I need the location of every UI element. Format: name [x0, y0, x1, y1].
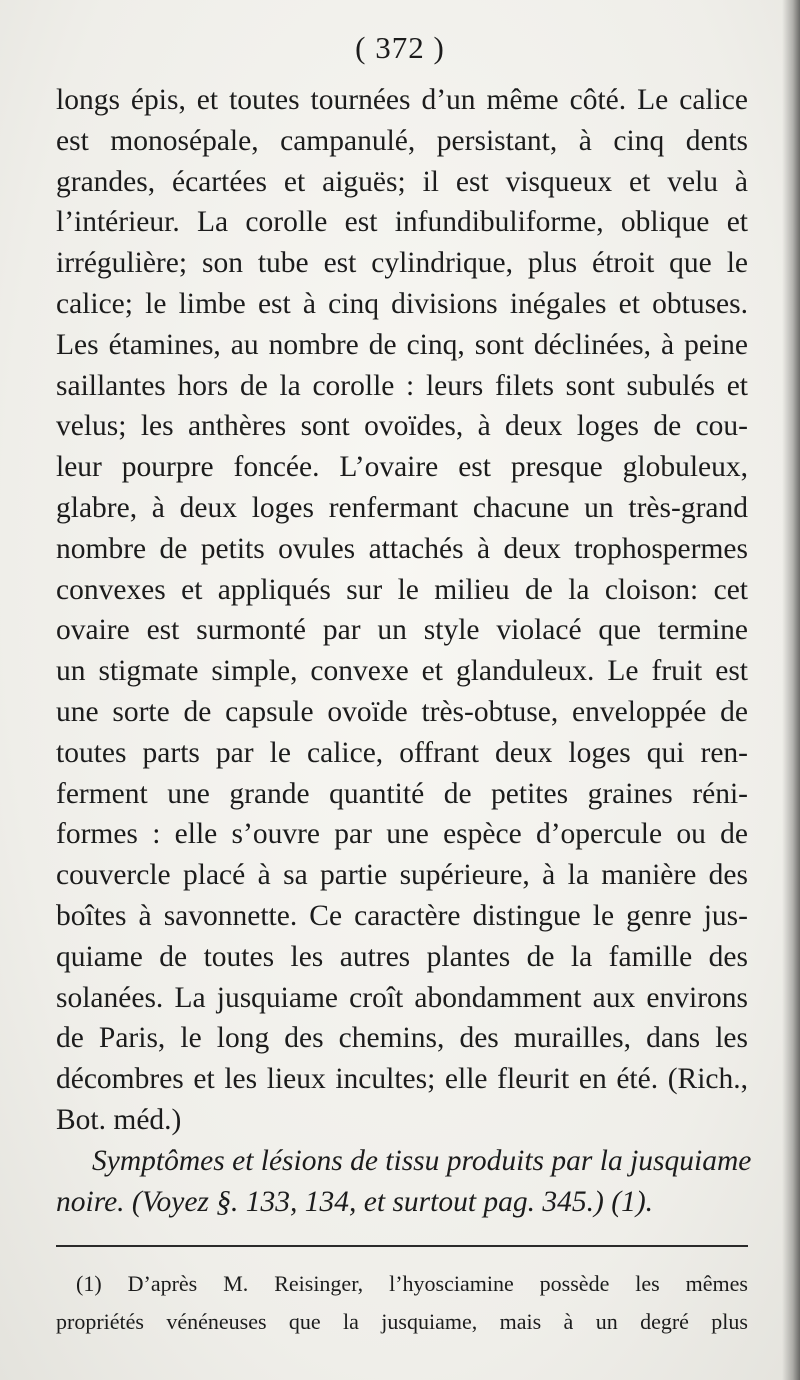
page-number: ( 372 ): [355, 30, 445, 65]
footnote-line: propriétés vénéneuses que la jusquiame, mais à un degré plus: [56, 1309, 748, 1334]
text-line: velus; les anthères sont ovoïdes, à deux loges de cou-: [56, 410, 748, 443]
text-line: toutes parts par le calice, offrant deux loges qui ren-: [56, 736, 748, 769]
text-line: une sorte de capsule ovoïde très-obtuse, enveloppée de: [56, 695, 748, 728]
section-heading-line: noire. (Voyez §. 133, 134, et surtout pag. 345.) (1).: [56, 1185, 654, 1218]
text-line: couvercle placé à sa partie supérieure, à la manière des: [56, 859, 748, 892]
text-line: irrégulière; son tube est cylindrique, plus étroit que le: [56, 247, 748, 280]
text-line: de Paris, le long des chemins, des murailles, dans les: [56, 1022, 748, 1055]
text-line: solanées. La jusquiame croît abondamment aux environs: [56, 981, 748, 1014]
text-line: ferment une grande quantité de petites graines réni-: [56, 777, 748, 810]
text-line: glabre, à deux loges renfermant chacune un très-grand: [56, 491, 748, 524]
text-line: un stigmate simple, convexe et glanduleux. Le fruit est: [56, 655, 748, 688]
text-line: longs épis, et toutes tournées d’un même côté. Le calice: [56, 84, 748, 116]
main-text: [56, 80, 752, 1222]
text-line: leur pourpre foncée. L’ovaire est presque globuleux,: [56, 451, 748, 484]
text-line: l’intérieur. La corolle est infundibuliforme, oblique et: [56, 206, 748, 239]
text-line: ovaire est surmonté par un style violacé que termine: [56, 614, 748, 647]
text-line: Les étamines, au nombre de cinq, sont déclinées, à peine: [56, 328, 748, 361]
footnote: [56, 1265, 748, 1341]
footnote-separator: [56, 1245, 748, 1247]
text-line: boîtes à savonnette. Ce caractère distingue le genre jus-: [56, 899, 748, 932]
text-line: décombres et les lieux incultes; elle fleurit en été. (Rich.,: [56, 1063, 748, 1096]
page-edge-shadow: [782, 0, 800, 1380]
text-line: saillantes hors de la corolle : leurs filets sont subulés et: [56, 369, 748, 402]
text-line: formes : elle s’ouvre par une espèce d’opercule ou de: [56, 818, 748, 851]
text-line: quiame de toutes les autres plantes de la famille des: [56, 940, 748, 973]
text-line: convexes et appliqués sur le milieu de la cloison: cet: [56, 573, 748, 606]
section-heading-line: Symptômes et lésions de tissu produits par la jusquiame: [92, 1144, 752, 1177]
text-line: grandes, écartées et aiguës; il est visqueux et velu à: [56, 165, 748, 198]
text-line: Bot. méd.): [56, 1103, 182, 1136]
text-line: nombre de petits ovules attachés à deux trophospermes: [56, 532, 748, 565]
text-line: calice; le limbe est à cinq divisions inégales et obtuses.: [56, 287, 748, 320]
text-line: est monosépale, campanulé, persistant, à cinq dents: [56, 124, 748, 157]
footnote-line: (1) D’après M. Reisinger, l’hyosciamine possède les mêmes: [76, 1271, 748, 1296]
